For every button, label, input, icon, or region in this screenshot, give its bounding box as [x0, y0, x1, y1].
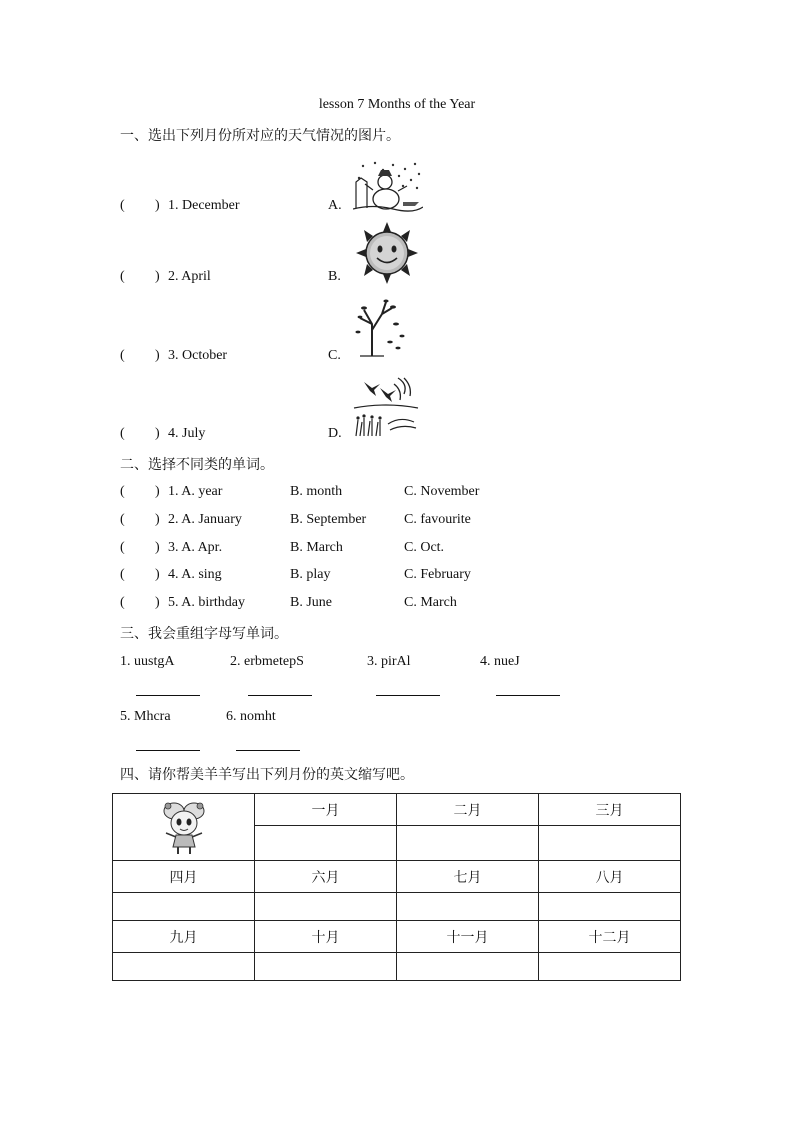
answer-paren-open: ( — [120, 269, 125, 284]
month-label-cell: 一月 — [255, 794, 397, 826]
answer-cell[interactable] — [539, 826, 681, 861]
month-label-cell: 二月 — [397, 794, 539, 826]
answer-paren-open: ( — [120, 198, 125, 213]
mascot-cell — [113, 794, 255, 861]
choice-a: 3. A. Apr. — [168, 540, 223, 555]
answer-paren-close: ) — [155, 595, 160, 610]
answer-cell[interactable] — [255, 893, 397, 921]
answer-blank[interactable] — [236, 750, 300, 751]
scrambled-word: 6. nomht — [226, 709, 276, 724]
month-label-cell: 十一月 — [397, 921, 539, 953]
answer-paren-close: ) — [155, 484, 160, 499]
answer-cell[interactable] — [255, 953, 397, 981]
choice-a: 4. A. sing — [168, 567, 222, 582]
scrambled-word: 5. Mhcra — [120, 709, 171, 724]
answer-cell[interactable] — [397, 826, 539, 861]
swallows-spring-picture — [352, 374, 420, 438]
answer-cell[interactable] — [397, 893, 539, 921]
choice-c: C. favourite — [404, 512, 471, 527]
choice-b: B. play — [290, 567, 331, 582]
month-label-cell: 十月 — [255, 921, 397, 953]
question-text: 1. December — [168, 198, 240, 213]
choice-a: 5. A. birthday — [168, 595, 245, 610]
answer-blank[interactable] — [136, 695, 200, 696]
choice-c: C. Oct. — [404, 540, 445, 555]
choice-c: C. February — [404, 567, 471, 582]
smiling-sun-picture — [352, 222, 422, 284]
answer-blank[interactable] — [248, 695, 312, 696]
month-label-cell: 四月 — [113, 861, 255, 893]
answer-paren-close: ) — [155, 198, 160, 213]
section-4-heading: 四、请你帮美羊羊写出下列月份的英文缩写吧。 — [120, 767, 414, 783]
answer-paren-open: ( — [120, 540, 125, 555]
section-1-heading: 一、选出下列月份所对应的天气情况的图片。 — [120, 128, 400, 144]
answer-paren-close: ) — [155, 348, 160, 363]
bare-autumn-tree-picture — [352, 296, 408, 358]
month-label-cell: 三月 — [539, 794, 681, 826]
choice-a: 2. A. January — [168, 512, 242, 527]
month-label-cell: 八月 — [539, 861, 681, 893]
answer-cell[interactable] — [539, 893, 681, 921]
snowman-winter-picture — [353, 160, 423, 212]
answer-cell[interactable] — [255, 826, 397, 861]
choice-b: B. June — [290, 595, 332, 610]
choice-a: 1. A. year — [168, 484, 223, 499]
goat-cartoon-picture — [154, 797, 214, 857]
answer-paren-open: ( — [120, 348, 125, 363]
answer-paren-open: ( — [120, 484, 125, 499]
answer-paren-close: ) — [155, 567, 160, 582]
answer-paren-close: ) — [155, 269, 160, 284]
scrambled-word: 2. erbmetepS — [230, 654, 304, 669]
month-label-cell: 十二月 — [539, 921, 681, 953]
option-label: D. — [328, 426, 342, 441]
question-text: 3. October — [168, 348, 228, 363]
choice-b: B. month — [290, 484, 343, 499]
answer-paren-open: ( — [120, 512, 125, 527]
answer-blank[interactable] — [376, 695, 440, 696]
answer-paren-open: ( — [120, 567, 125, 582]
scrambled-word: 4. nueJ — [480, 654, 520, 669]
answer-blank[interactable] — [136, 750, 200, 751]
scrambled-word: 3. pirAl — [367, 654, 411, 669]
answer-paren-close: ) — [155, 426, 160, 441]
page-title: lesson 7 Months of the Year — [318, 97, 476, 112]
answer-paren-close: ) — [155, 512, 160, 527]
option-label: A. — [328, 198, 342, 213]
question-text: 4. July — [168, 426, 206, 441]
answer-paren-open: ( — [120, 426, 125, 441]
choice-b: B. September — [290, 512, 367, 527]
month-label-cell: 七月 — [397, 861, 539, 893]
scrambled-word: 1. uustgA — [120, 654, 175, 669]
choice-b: B. March — [290, 540, 343, 555]
answer-cell[interactable] — [113, 953, 255, 981]
question-text: 2. April — [168, 269, 211, 284]
answer-paren-open: ( — [120, 595, 125, 610]
answer-paren-close: ) — [155, 540, 160, 555]
section-3-heading: 三、我会重组字母写单词。 — [120, 626, 288, 642]
answer-cell[interactable] — [539, 953, 681, 981]
choice-c: C. March — [404, 595, 457, 610]
answer-cell[interactable] — [397, 953, 539, 981]
months-table — [112, 793, 681, 981]
section-2-heading: 二、选择不同类的单词。 — [120, 457, 274, 473]
option-label: B. — [328, 269, 341, 284]
choice-c: C. November — [404, 484, 480, 499]
option-label: C. — [328, 348, 341, 363]
month-label-cell: 六月 — [255, 861, 397, 893]
answer-blank[interactable] — [496, 695, 560, 696]
month-label-cell: 九月 — [113, 921, 255, 953]
answer-cell[interactable] — [113, 893, 255, 921]
